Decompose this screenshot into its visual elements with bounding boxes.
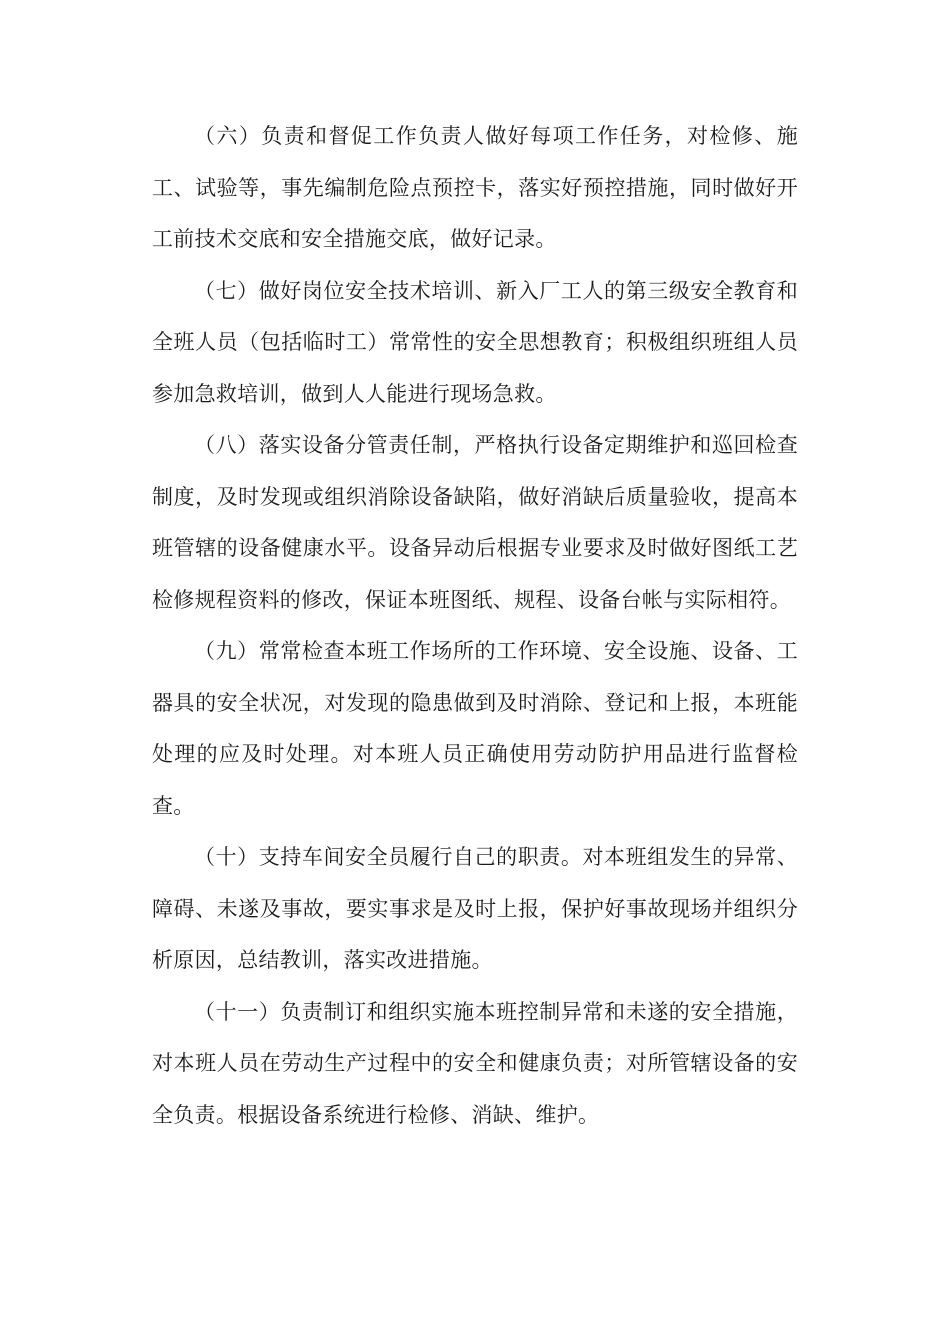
paragraph-10: （十）支持车间安全员履行自己的职责。对本班组发生的异常、障碍、未遂及事故，要实事求是及时上报，保护好事故现场并组织分析原因，总结教训，落实改进措施。 [152,845,798,972]
paragraph-7: （七）做好岗位安全技术培训、新入厂工人的第三级安全教育和全班人员（包括临时工）常常性的安全思想教育；积极组织班组人员参加急救培训，做到人人能进行现场急救。 [152,278,798,406]
paragraph-6: （六）负责和督促工作负责人做好每项工作任务，对检修、施工、试验等，事先编制危险点预控卡，落实好预控措施，同时做好开工前技术交底和安全措施交底，做好记录。 [152,124,798,251]
document-body [152,111,798,1141]
paragraph-11: （十一）负责制订和组织实施本班控制异常和未遂的安全措施，对本班人员在劳动生产过程中的安全和健康负责；对所管辖设备的安全负责。根据设备系统进行检修、消缺、维护。 [152,999,798,1127]
paragraph-8: （八）落实设备分管责任制，严格执行设备定期维护和巡回检查制度，及时发现或组织消除设备缺陷，做好消缺后质量验收，提高本班管辖的设备健康水平。设备异动后根据专业要求及时做好图纸工艺检修规程资料的修改，保证本班图纸、规程、设备台帐与实际相符。 [152,433,798,612]
paragraph-9: （九）常常检查本班工作场所的工作环境、安全设施、设备、工器具的安全状况，对发现的隐患做到及时消除、登记和上报，本班能处理的应及时处理。对本班人员正确使用劳动防护用品进行监督检查。 [152,639,798,818]
